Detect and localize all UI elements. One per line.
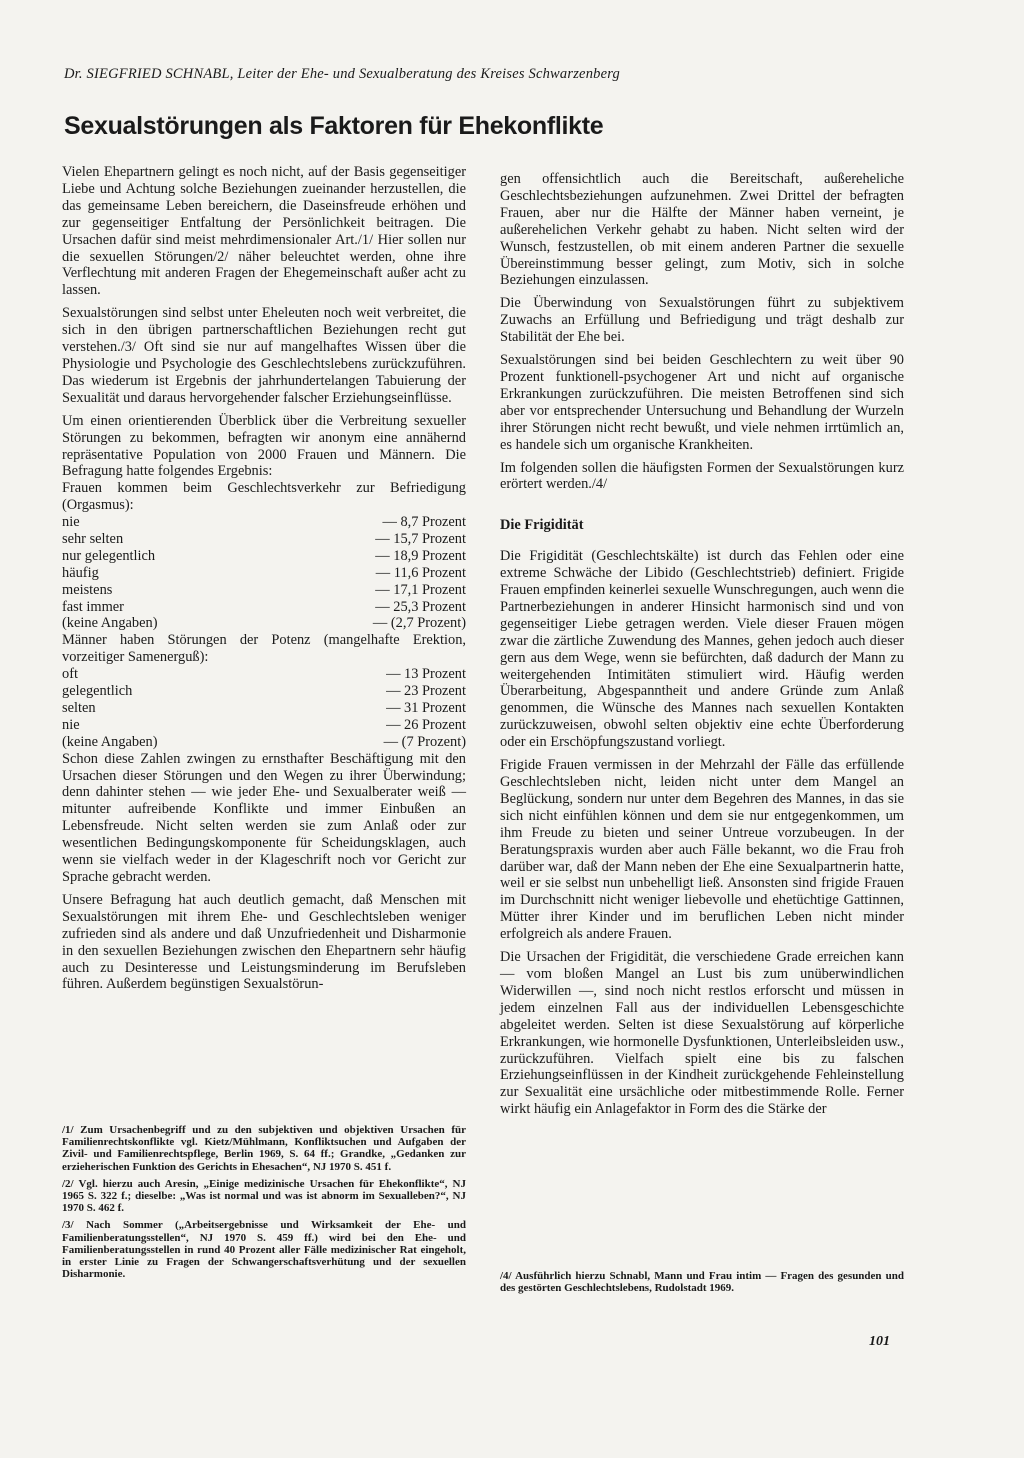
stat-row [62, 666, 466, 683]
stat-value: — 18,9 Prozent [375, 547, 466, 564]
stat-value: — 23 Prozent [386, 683, 466, 700]
stat-label: selten [62, 699, 96, 716]
stat-value: — 17,1 Prozent [375, 581, 466, 598]
stat-label: oft [62, 666, 78, 683]
stat-label: meistens [62, 581, 113, 598]
stat-value: — 25,3 Prozent [375, 598, 466, 615]
paragraph: gen offensichtlich auch die Bereitschaft, außereheliche Geschlechtsbeziehungen aufzunehmen. Zwei Drittel der befragten Frauen, aber nur die Hälfte der Männer haben verneint, je außerehelichen Verkehr gehabt zu haben. Nicht selten wird der Wunsch, festzustellen, ob mit einem anderen Partner die sexuelle Übereinstimmung besser gelingt, zum Motiv, sich in solche Beziehungen einzulassen. [500, 171, 904, 289]
stat-label: sehr selten [62, 531, 124, 548]
stat-value: — 8,7 Prozent [382, 514, 466, 531]
paragraph: Um einen orientierenden Überblick über die Verbreitung sexueller Störungen zu bekommen, befragten wir anonym eine annähernd repräsentative Population von 2000 Frauen und Männern. Die Befragung hatte folgendes Ergebnis: [62, 412, 466, 480]
women-stats [62, 514, 466, 632]
stat-value: — 31 Prozent [386, 699, 466, 716]
stat-row [62, 599, 466, 616]
stat-row [62, 615, 466, 632]
stat-label: (keine Angaben) [62, 733, 158, 750]
footnote: /1/ Zum Ursachenbegriff und zu den subjektiven und objektiven Ursachen für Familienrechtskonflikte vgl. Kietz/Mühlmann, Konfliktsuchen und Aufgaben der Zivil- und Familienrechtspflege, Berlin 1969, S. 64 ff.; Grandke, „Gedanken zur erzieherischen Funktion des Gerichts in Ehesachen“, NJ 1970 S. 451 f. [62, 1124, 466, 1173]
stat-value: — 15,7 Prozent [375, 531, 466, 548]
author-line: Dr. SIEGFRIED SCHNABL, Leiter der Ehe- und Sexualberatung des Kreises Schwarzenberg [64, 66, 620, 82]
footnotes-right [500, 1270, 904, 1299]
stat-row [62, 582, 466, 599]
stat-row [62, 548, 466, 565]
stat-row [62, 683, 466, 700]
stat-value: — (7 Prozent) [383, 733, 466, 750]
paragraph: Die Frigidität (Geschlechtskälte) ist durch das Fehlen oder eine extreme Schwäche der Libido (Geschlechtstrieb) definiert. Frigide Frauen empfinden keinerlei sexuelle Wunschregungen, auch wenn die Partnerbeziehungen in anderer Hinsicht harmonisch sind und von gegenseitiger Liebe getragen werden. Viele dieser Frauen mögen zwar die zärtliche Zuwendung des Mannes, gehen jedoch auch dieser gern aus dem Wege, wenn sie befürchten, daß dadurch der Mann zu weitergehenden Intimitäten stimuliert wird. Häufig werden Überarbeitung, Abgespanntheit und andere Gründe zum Anlaß genommen, die Wünsche des Mannes nach sexuellen Kontakten zurückzuweisen, obwohl selten objektiv eine echte Überforderung oder ein Erschöpfungszustand vorliegt. [500, 548, 904, 751]
paragraph: Sexualstörungen sind selbst unter Eheleuten noch weit verbreitet, die sich in den übrigen partnerschaftlichen Beziehungen recht gut verstehen./3/ Oft sind sie nur auf mangelhaftes Wissen über die Physiologie und Psychologie des Geschlechtslebens zurückzuführen. Das wiederum ist Ergebnis der jahrhundertelangen Tabuierung der Sexualität und daraus hervorgehender falscher Erziehungseinflüsse. [62, 305, 466, 406]
paragraph: Die Ursachen der Frigidität, die verschiedene Grade erreichen kann — vom bloßen Mangel an Lust bis zum unüberwindlichen Widerwillen —, sind noch nicht restlos erforscht und müssen in jedem einzelnen Fall aus der individuellen Lebensgeschichte abgeleitet werden. Selten ist diese Sexualstörung auf körperliche Erkrankungen, wie hormonelle Dysfunktionen, Unterleibsleiden usw., zurückzuführen. Vielfach spielt eine bis zu falschen Erziehungseinflüssen in der Kindheit zurückgehende Fehleinstellung zur Sexualität eine ursächliche oder mitbestimmende Rolle. Ferner wirkt häufig ein Anlagefaktor in Form des die Stärke der [500, 949, 904, 1118]
stat-label: gelegentlich [62, 683, 133, 700]
paragraph: Vielen Ehepartnern gelingt es noch nicht, auf der Basis gegenseitiger Liebe und Achtung solche Beziehungen zueinander herzustellen, die das gemeinsame Leben bereichern, die Daseinsfreude erhöhen und zur gegenseitiger Entfaltung der Persönlichkeit beitragen. Die Ursachen dafür sind meist mehrdimensionaler Art./1/ Hier sollen nur die sexuellen Störungen/2/ näher beleuchtet werden, ohne ihre Verflechtung mit anderen Fragen der Ehegemeinschaft außer acht zu lassen. [62, 164, 466, 299]
right-column [500, 171, 904, 1124]
stat-row [62, 700, 466, 717]
stat-label: fast immer [62, 598, 124, 615]
stat-value: — 26 Prozent [386, 716, 466, 733]
men-stats [62, 666, 466, 750]
stat-label: (keine Angaben) [62, 615, 158, 632]
footnote: /2/ Vgl. hierzu auch Aresin, „Einige medizinische Ursachen für Ehekonflikte“, NJ 1965 S. 322 f.; dieselbe: „Was ist normal und was ist abnorm im Sexualleben?“, NJ 1970 S. 462 f. [62, 1177, 466, 1215]
paragraph: Unsere Befragung hat auch deutlich gemacht, daß Menschen mit Sexualstörungen mit ihrem Ehe- und Geschlechtsleben weniger zufrieden sind als andere und daß Unzufriedenheit und Disharmonie in den sexuellen Beziehungen zwischen den Ehepartnern sehr häufig auch zu Desinteresse und Leistungsminderung im Berufsleben führen. Außerdem begünstigen Sexualstörun- [62, 891, 466, 993]
article-title: Sexualstörungen als Faktoren für Ehekonflikte [64, 112, 604, 140]
footnote: /4/ Ausführlich hierzu Schnabl, Mann und Frau intim — Fragen des gesunden und des gestörten Geschlechtslebens, Rudolstadt 1969. [500, 1270, 904, 1295]
section-heading: Die Frigidität [500, 517, 584, 534]
paragraph: Im folgenden sollen die häufigsten Formen der Sexualstörungen kurz erörtert werden./4/ [500, 459, 904, 493]
footnote: /3/ Nach Sommer („Arbeitsergebnisse und Wirksamkeit der Ehe- und Familienberatungsstellen“, NJ 1970 S. 459 ff.) wird bei den Ehe- und Familienberatungsstellen in rund 40 Prozent aller Fälle medizinischer Rat eingeholt, in erster Linie zu Fragen der Schwangerschaftsverhütung und der sexuellen Disharmonie. [62, 1219, 466, 1281]
stat-label: nur gelegentlich [62, 547, 156, 564]
stat-label: nie [62, 514, 80, 531]
stat-value: — 11,6 Prozent [375, 564, 466, 581]
paragraph: Frigide Frauen vermissen in der Mehrzahl der Fälle das erfüllende Geschlechtsleben nicht, leiden nicht unter dem Mangel an Beglückung, sondern nur unter dem Begehren des Mannes, in das sie sich nicht einfühlen können und dem sie nur entgegenkommen, um ihm Freude zu bieten und seiner Untreue vorzubeugen. In der Beratungspraxis wurden aber auch Fälle bekannt, wo die Frau froh darüber war, daß der Mann neben der Ehe eine Sexualpartnerin hatte, weil er sie selbst nun unbehelligt ließ. Ansonsten sind frigide Frauen im Durchschnitt nicht weniger liebevolle und ehetüchtige Gattinnen, Mütter ihrer Kinder und im beruflichen Leben nicht minder erfolgreich als andere Frauen. [500, 757, 904, 943]
paragraph: Die Überwindung von Sexualstörungen führt zu subjektivem Zuwachs an Erfüllung und Befriedigung und trägt deshalb zur Stabilität der Ehe bei. [500, 295, 904, 346]
paragraph: Sexualstörungen sind bei beiden Geschlechtern zu weit über 90 Prozent funktionell-psychogener Art und nicht auf organische Erkrankungen zurückzuführen. Die meisten Betroffenen sind sich aber vor entsprechender Untersuchung und Behandlung der Wurzeln ihrer Störungen nicht recht bewußt, und viele nehmen irrtümlich an, es handele sich um organische Krankheiten. [500, 352, 904, 453]
stat-row [62, 531, 466, 548]
stat-row [62, 734, 466, 751]
women-intro: Frauen kommen beim Geschlechtsverkehr zur Befriedigung (Orgasmus): [62, 480, 466, 514]
paragraph: Schon diese Zahlen zwingen zu ernsthafter Beschäftigung mit den Ursachen dieser Störungen und den Wegen zu ihrer Überwindung; denn dahinter stehen — wie jeder Ehe- und Sexualberater weiß — mitunter aufreibende Konflikte und immer Einbußen an Lebensfreude. Nicht selten werden sie zum Anlaß oder zur wesentlichen Bedingungskomponente für Scheidungsklagen, auch wenn sie vielfach weder in der Klageschrift noch vor Gericht zur Sprache gebracht werden. [62, 750, 466, 885]
stat-row [62, 717, 466, 734]
page-number: 101 [869, 1334, 890, 1349]
stat-row [62, 514, 466, 531]
stat-label: häufig [62, 564, 99, 581]
men-intro: Männer haben Störungen der Potenz (mangelhafte Erektion, vorzeitiger Samenerguß): [62, 632, 466, 666]
footnotes-left [62, 1124, 466, 1285]
stat-row [62, 565, 466, 582]
stat-label: nie [62, 716, 80, 733]
stat-value: — 13 Prozent [386, 666, 466, 683]
stat-value: — (2,7 Prozent) [372, 615, 466, 632]
left-column [62, 164, 466, 999]
